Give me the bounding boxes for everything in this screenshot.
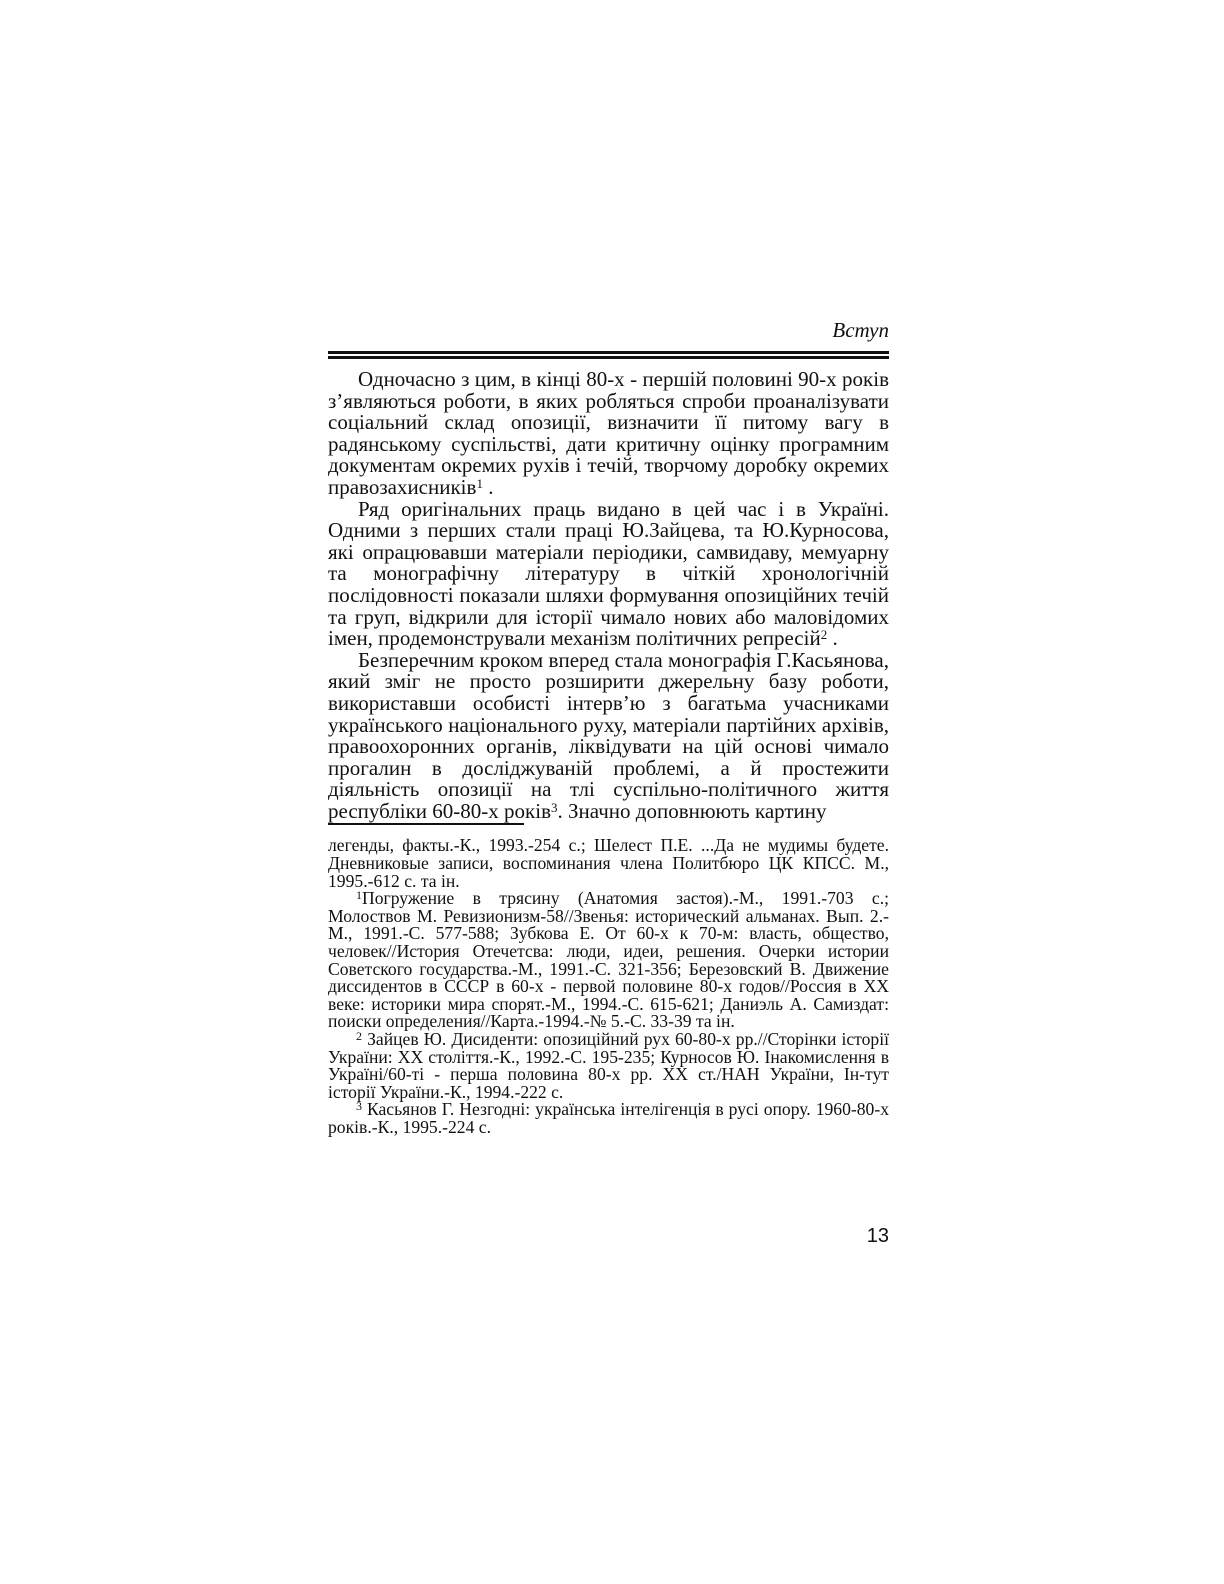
main-text (328, 369, 889, 822)
paragraph (328, 496, 889, 651)
footnote (328, 1101, 889, 1136)
paragraph-tail: . (827, 626, 838, 651)
footnote-mark: 2 (356, 1029, 362, 1043)
page-content (328, 318, 889, 1137)
paragraph-text: Ряд оригінальних праць видано в цей час і в Україні. Одними з перших стали праці Ю.Зайцева, та Ю.Курносова, які опрацювавши матеріали періодики, самвидаву, мемуарну та монографічну літературу в чіткій хронологічній послідовності показали шляхи формування опозиційних течій та груп, відкрили для історії чимало нових або маловідомих імен, продемонстрували механізм політичних репресій (328, 496, 889, 651)
footnote-ref: 3 (550, 799, 558, 815)
running-head: Вступ (832, 318, 889, 342)
footnote-continuation: легенды, факты.-К., 1993.-254 с.; Шелест П.Е. ...Да не мудимы будете. Дневниковые записи, воспоминания члена Политбюро ЦК КПСС. М., 1995.-612 с. та ін. (328, 835, 889, 891)
footnotes (328, 837, 889, 1136)
footnote-ref: 1 (476, 475, 483, 491)
footnote-separator (328, 823, 524, 825)
footnote-mark: 3 (356, 1099, 362, 1114)
footnote-text: Зайцев Ю. Дисиденти: опозиційний рух 60-80-х рр.//Сторінки історії України: ХХ століття.-К., 1992.-С. 195-235; Курносов Ю. Інакомислення в Україні/60-ті - перша половина 80-х рр. ХХ ст./НАН України, Ін-тут історії України.-К., 1994.-222 с. (328, 1029, 889, 1102)
footnote-text: Касьянов Г. Незгодні: українська інтелігенція в русі опору. 1960-80-х років.-К., 1995.-224 с. (328, 1099, 889, 1137)
paragraph-text: Одночасно з цим, в кінці 80-х - першій половині 90-х років з’являються роботи, в яких робляться спроби проаналізувати соціальний склад опозиції, визначити її питому вагу в радянському суспільстві, дати критичну оцінку програмним документам окремих рухів і течій, творчому доробку окремих правозахисників (328, 367, 889, 499)
header-double-rule (328, 351, 889, 359)
footnote-ref: 2 (820, 627, 828, 643)
footnote-mark: 1 (356, 888, 362, 903)
footnote-text: Погружение в трясину (Анатомия застоя).-М., 1991.-703 с.; Молоствов М. Ревизионизм-58//Звенья: исторический альманах. Вып. 2.-М., 1991.-С. 577-588; Зубкова Е. От 60-х к 70-м: власть, общество, человек//История Отечетсва: люди, идеи, решения. Очерки истории Советского государства.-М., 1991.-С. 321-356; Березовский В. Движение диссидентов в СССР в 60-х - первой половине 80-х годов//Россия в ХХ веке: историки мира спорят.-М., 1994.-С. 615-621; Даниэль А. Самиздат: поиски определения//Карта.-1994.-№ 5.-С. 33-39 та ін. (328, 888, 889, 1032)
footnote (328, 890, 889, 1031)
paragraph-tail: . Значно доповнюють картину (557, 798, 827, 823)
paragraph (328, 369, 889, 499)
footnote (328, 1031, 889, 1101)
paragraph-tail: . (482, 474, 494, 499)
page-number: 13 (866, 1225, 889, 1247)
paragraph (328, 647, 889, 823)
paragraph-text: Безперечним кроком вперед стала монографія Г.Касьянова, який зміг не просто розширити джерельну базу роботи, використавши особисті інтерв’ю з багатьма учасниками українського національного руху, матеріали партійних архівів, правоохоронних органів, ліквідувати на цій основі чимало прогалин в досліджуваній проблемі, а й простежити діяльність опозиції на тлі суспільно-політичного життя республіки 60-80-х років (328, 647, 889, 823)
